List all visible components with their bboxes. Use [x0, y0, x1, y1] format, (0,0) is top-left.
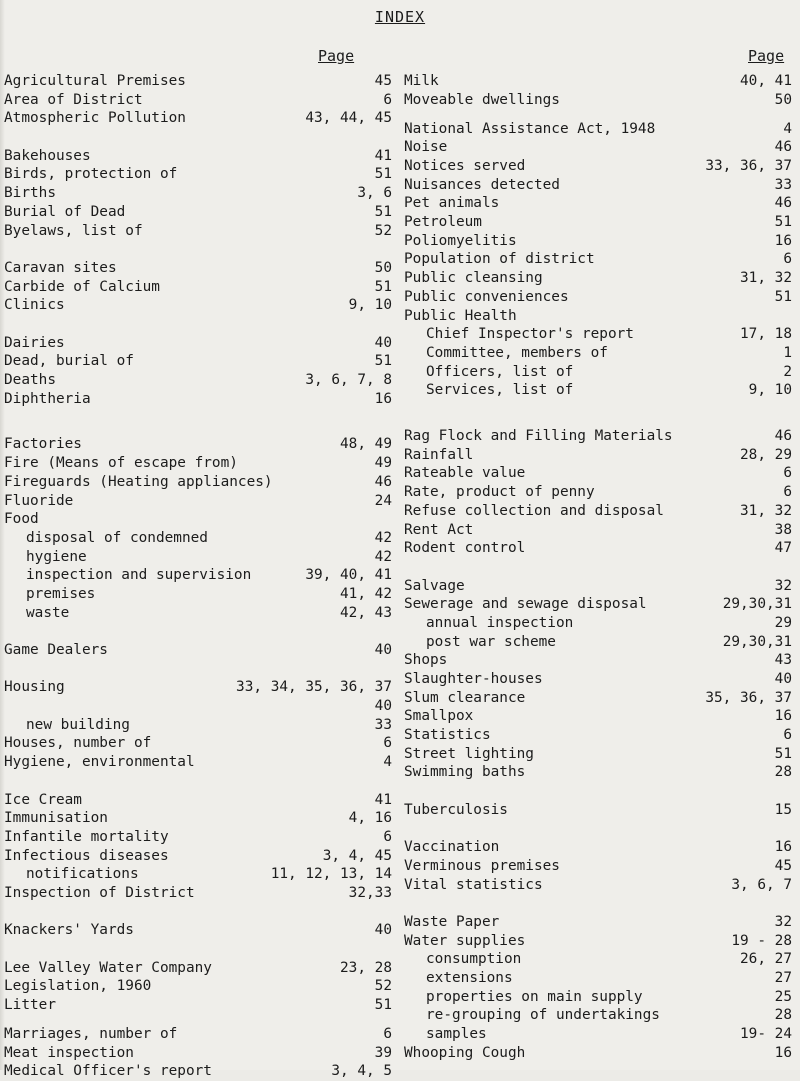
index-entry: [4, 203, 392, 222]
entry-term: Fireguards (Heating appliances): [4, 473, 273, 490]
index-subentry: [4, 604, 392, 623]
entry-term: Game Dealers: [4, 642, 108, 659]
entry-term: National Assistance Act, 1948: [404, 120, 656, 137]
entry-pages: 6: [783, 727, 792, 744]
entry-term: Dead, burial of: [4, 353, 134, 370]
entry-pages: 46: [774, 139, 792, 156]
entry-term: Factories: [4, 436, 82, 453]
index-entry: [4, 473, 392, 492]
entry-pages: 32,33: [348, 884, 392, 901]
entry-term: Street lighting: [404, 745, 534, 762]
entry-pages: 3, 6: [357, 185, 392, 202]
entry-pages: 3, 4, 5: [331, 1063, 392, 1080]
entry-pages: 46: [374, 473, 392, 490]
entry-term: Housing: [4, 679, 65, 696]
entry-term: Byelaws, list of: [4, 222, 143, 239]
entry-pages: 51: [774, 288, 792, 305]
entry-pages: 32: [774, 913, 792, 930]
entry-term: Moveable dwellings: [404, 91, 560, 108]
index-title: INDEX: [374, 8, 426, 26]
entry-pages: 4: [383, 754, 392, 771]
entry-pages: 6: [783, 484, 792, 501]
index-entry: [404, 194, 792, 213]
entry-pages: 48, 49: [340, 436, 392, 453]
index-entry: [4, 847, 392, 866]
index-entry: [4, 510, 392, 529]
entry-term: Lee Valley Water Company: [4, 959, 212, 976]
index-entry: [4, 371, 392, 390]
index-entry: [4, 977, 392, 996]
entry-pages: 43, 44, 45: [305, 110, 392, 127]
entry-pages: 9, 10: [748, 382, 792, 399]
index-entry: [404, 427, 792, 446]
section-gap: [4, 772, 392, 791]
index-entry: [404, 269, 792, 288]
entry-pages: 16: [774, 232, 792, 249]
entry-pages: 16: [774, 1044, 792, 1061]
index-entry: [404, 801, 792, 820]
index-entry: [404, 932, 792, 951]
index-subentry: [4, 529, 392, 548]
entry-pages: 45: [374, 73, 392, 89]
entry-pages: 11, 12, 13, 14: [270, 866, 392, 883]
entry-term: Vital statistics: [404, 876, 543, 893]
entry-term: samples: [426, 1026, 487, 1043]
index-entry: [404, 446, 792, 465]
entry-term: post war scheme: [426, 633, 556, 650]
entry-term: extensions: [426, 970, 513, 987]
left-index-column: [4, 72, 392, 1081]
index-entry: [4, 278, 392, 297]
index-subentry: [404, 1006, 792, 1025]
index-entry: [4, 259, 392, 278]
entry-term: Knackers' Yards: [4, 922, 134, 939]
section-gap: [4, 660, 392, 679]
index-entry: [4, 296, 392, 315]
entry-term: Food: [4, 511, 39, 528]
index-entry: [4, 734, 392, 753]
entry-pages: 38: [774, 521, 792, 538]
entry-pages: 47: [774, 540, 792, 557]
entry-term: Infantile mortality: [4, 828, 169, 845]
entry-pages: 51: [374, 353, 392, 370]
index-entry: [404, 213, 792, 232]
entry-pages: 6: [383, 828, 392, 845]
index-entry: [404, 670, 792, 689]
index-entry: [4, 147, 392, 166]
index-entry: [404, 707, 792, 726]
index-entry: [404, 138, 792, 157]
right-page-header: Page: [748, 47, 785, 65]
entry-term: Waste Paper: [404, 913, 500, 930]
entry-pages: 9, 10: [348, 297, 392, 314]
entry-pages: 52: [374, 978, 392, 995]
entry-pages: 23, 28: [340, 959, 392, 976]
entry-term: hygiene: [26, 548, 87, 565]
index-entry: [404, 464, 792, 483]
index-entry: [4, 352, 392, 371]
entry-pages: 25: [774, 988, 792, 1005]
index-entry: [4, 753, 392, 772]
index-entry: [404, 232, 792, 251]
entry-pages: 51: [374, 278, 392, 295]
entry-term: Tuberculosis: [404, 801, 508, 818]
entry-term: Hygiene, environmental: [4, 754, 195, 771]
entry-term: Legislation, 1960: [4, 978, 152, 995]
entry-term: Immunisation: [4, 810, 108, 827]
entry-term: Swimming baths: [404, 764, 526, 781]
entry-term: Chief Inspector's report: [426, 326, 634, 343]
index-subentry: [404, 363, 792, 382]
index-entry: [4, 334, 392, 353]
entry-pages: 43: [774, 652, 792, 669]
entry-pages: 29,30,31: [722, 596, 792, 613]
entry-pages: 51: [774, 745, 792, 762]
index-entry: [4, 492, 392, 511]
entry-term: Petroleum: [404, 214, 482, 231]
index-entry: [404, 689, 792, 708]
entry-term: Vaccination: [404, 839, 500, 856]
entry-pages: 4, 16: [348, 810, 392, 827]
entry-term: Rate, product of penny: [404, 484, 595, 501]
index-entry: [404, 745, 792, 764]
entry-pages: 6: [783, 465, 792, 482]
entry-term: Smallpox: [404, 708, 474, 725]
entry-pages: 15: [774, 801, 792, 818]
entry-term: Infectious diseases: [4, 847, 169, 864]
entry-term: Pet animals: [404, 195, 500, 212]
index-subentry: [4, 548, 392, 567]
entry-term: Bakehouses: [4, 147, 91, 164]
entry-term: Public cleansing: [404, 270, 543, 287]
entry-pages: 16: [374, 390, 392, 407]
entry-term: Fluoride: [4, 492, 74, 509]
entry-term: Carbide of Calcium: [4, 278, 160, 295]
entry-pages: 39: [374, 1044, 392, 1061]
entry-term: Fire (Means of escape from): [4, 455, 238, 472]
entry-pages: 1: [783, 344, 792, 361]
entry-term: Agricultural Premises: [4, 73, 186, 89]
section-gap: [404, 894, 792, 913]
entry-pages: 42: [374, 548, 392, 565]
entry-pages: 29: [774, 614, 792, 631]
entry-pages: 52: [374, 222, 392, 239]
entry-term: re-grouping of undertakings: [426, 1007, 660, 1024]
index-entry: [404, 176, 792, 195]
entry-term: Diphtheria: [4, 390, 91, 407]
section-gap: [404, 400, 792, 427]
entry-pages: 40: [374, 642, 392, 659]
index-entry: [404, 838, 792, 857]
entry-pages: 6: [383, 1026, 392, 1043]
entry-term: Notices served: [404, 158, 526, 175]
entry-term: Slum clearance: [404, 689, 526, 706]
entry-pages: 31, 32: [740, 502, 792, 519]
entry-term: Birds, protection of: [4, 166, 178, 183]
entry-term: Rent Act: [404, 521, 474, 538]
entry-pages: 2: [783, 363, 792, 380]
entry-term: Atmospheric Pollution: [4, 110, 186, 127]
entry-term: waste: [26, 604, 70, 621]
entry-term: Sewerage and sewage disposal: [404, 596, 647, 613]
index-subentry: [404, 969, 792, 988]
entry-term: inspection and supervision: [26, 567, 252, 584]
entry-pages: 33: [374, 716, 392, 733]
entry-term: Public conveniences: [404, 288, 569, 305]
index-entry: [4, 72, 392, 91]
entry-pages: 51: [374, 203, 392, 220]
section-gap: [404, 782, 792, 801]
index-entry: [404, 91, 792, 110]
entry-term: Whooping Cough: [404, 1044, 526, 1061]
entry-term: Inspection of District: [4, 884, 195, 901]
index-subentry: [4, 566, 392, 585]
index-entry: [404, 726, 792, 745]
index-entry: [4, 678, 392, 697]
entry-pages: 19 - 28: [731, 932, 792, 949]
section-gap: [4, 128, 392, 147]
entry-pages: 19- 24: [740, 1026, 792, 1043]
entry-term: Committee, members of: [426, 344, 608, 361]
entry-term: Deaths: [4, 372, 56, 388]
entry-pages: 33, 36, 37: [705, 158, 792, 175]
index-entry: [4, 222, 392, 241]
index-subentry: [404, 988, 792, 1007]
entry-term: Burial of Dead: [4, 203, 126, 220]
entry-term: Population of district: [404, 251, 595, 268]
entry-term: disposal of condemned: [26, 529, 208, 546]
entry-term: Milk: [404, 73, 439, 89]
index-entry: [404, 763, 792, 782]
index-entry: [404, 651, 792, 670]
entry-pages: 50: [374, 259, 392, 276]
entry-pages: 17, 18: [740, 326, 792, 343]
index-entry: [4, 921, 392, 940]
entry-pages: 6: [383, 735, 392, 752]
entry-term: Marriages, number of: [4, 1026, 178, 1043]
entry-pages: 27: [774, 970, 792, 987]
entry-pages: 41, 42: [340, 585, 392, 602]
entry-term: notifications: [26, 866, 139, 883]
entry-term: Statistics: [404, 727, 491, 744]
section-gap: [404, 109, 792, 119]
entry-term: Shops: [404, 652, 448, 669]
entry-pages: 31, 32: [740, 270, 792, 287]
entry-pages: 3, 6, 7, 8: [305, 372, 392, 388]
entry-pages: 28: [774, 764, 792, 781]
entry-term: Rainfall: [404, 446, 474, 463]
entry-term: Noise: [404, 139, 448, 156]
section-gap: [4, 940, 392, 959]
entry-pages: 33: [774, 176, 792, 193]
index-entry: [404, 857, 792, 876]
entry-term: Medical Officer's report: [4, 1063, 212, 1080]
index-entry: [404, 913, 792, 932]
entry-pages: 6: [383, 91, 392, 108]
index-entry: [404, 876, 792, 895]
index-entry: [4, 109, 392, 128]
entry-pages: 16: [774, 708, 792, 725]
index-subentry: [404, 950, 792, 969]
index-entry: [404, 250, 792, 269]
entry-term: Dairies: [4, 334, 65, 351]
entry-term: Litter: [4, 997, 56, 1014]
entry-pages: 33, 34, 35, 36, 37: [236, 679, 392, 696]
entry-pages: 40: [374, 334, 392, 351]
entry-term: Slaughter-houses: [404, 671, 543, 688]
index-entry: [404, 72, 792, 91]
entry-pages: 4: [783, 120, 792, 137]
entry-pages: 51: [374, 166, 392, 183]
entry-pages: 46: [774, 195, 792, 212]
entry-pages: 24: [374, 492, 392, 509]
entry-term: premises: [26, 585, 96, 602]
entry-pages: 39, 40, 41: [305, 567, 392, 584]
entry-term: Salvage: [404, 577, 465, 594]
index-subentry: [404, 381, 792, 400]
index-entry: [404, 307, 792, 326]
section-gap: [4, 1015, 392, 1025]
index-entry: [404, 521, 792, 540]
section-gap: [4, 622, 392, 641]
entry-pages: 28, 29: [740, 446, 792, 463]
index-entry: [4, 91, 392, 110]
entry-term: Meat inspection: [4, 1044, 134, 1061]
entry-term: Officers, list of: [426, 363, 574, 380]
index-entry: [404, 539, 792, 558]
index-entry: [4, 165, 392, 184]
entry-pages: 32: [774, 577, 792, 594]
entry-term: Poliomyelitis: [404, 232, 517, 249]
index-entry: [4, 390, 392, 409]
index-entry: [4, 435, 392, 454]
index-entry: [404, 1044, 792, 1063]
index-subentry: [4, 865, 392, 884]
entry-term: Services, list of: [426, 382, 574, 399]
index-entry: [4, 1062, 392, 1081]
entry-pages: 28: [774, 1007, 792, 1024]
section-gap: [404, 820, 792, 839]
entry-term: Houses, number of: [4, 735, 152, 752]
entry-term: Births: [4, 185, 56, 202]
index-entry: [4, 1044, 392, 1063]
entry-pages: 35, 36, 37: [705, 689, 792, 706]
section-gap: [4, 240, 392, 259]
entry-term: Rateable value: [404, 465, 526, 482]
index-subentry: [404, 1025, 792, 1044]
entry-pages: 41: [374, 147, 392, 164]
entry-pages: 40: [774, 671, 792, 688]
entry-pages: 49: [374, 455, 392, 472]
entry-term: Water supplies: [404, 932, 526, 949]
index-subentry: [404, 325, 792, 344]
index-subentry: [404, 344, 792, 363]
entry-term: Verminous premises: [404, 857, 560, 874]
index-entry: [4, 697, 392, 716]
index-entry: [404, 595, 792, 614]
entry-pages: 29,30,31: [722, 633, 792, 650]
entry-pages: 50: [774, 91, 792, 108]
right-index-column: [404, 72, 792, 1062]
index-entry: [404, 120, 792, 139]
entry-pages: 45: [774, 857, 792, 874]
index-entry: [4, 809, 392, 828]
entry-pages: 51: [774, 214, 792, 231]
entry-term: annual inspection: [426, 614, 574, 631]
index-entry: [4, 454, 392, 473]
entry-pages: 40: [374, 922, 392, 939]
section-gap: [4, 408, 392, 435]
index-subentry: [4, 716, 392, 735]
index-entry: [404, 502, 792, 521]
entry-pages: 42: [374, 529, 392, 546]
entry-term: Nuisances detected: [404, 176, 560, 193]
entry-term: consumption: [426, 951, 522, 968]
section-gap: [404, 558, 792, 577]
entry-term: properties on main supply: [426, 988, 643, 1005]
entry-pages: 51: [374, 997, 392, 1014]
entry-term: Clinics: [4, 297, 65, 314]
entry-term: Rodent control: [404, 540, 526, 557]
index-subentry: [404, 614, 792, 633]
entry-pages: 40, 41: [740, 73, 792, 89]
section-gap: [4, 903, 392, 922]
index-entry: [404, 483, 792, 502]
entry-pages: 40: [374, 698, 392, 715]
entry-pages: 42, 43: [340, 604, 392, 621]
entry-term: Public Health: [404, 307, 517, 324]
index-subentry: [404, 633, 792, 652]
entry-term: new building: [26, 716, 130, 733]
index-entry: [4, 959, 392, 978]
entry-term: Caravan sites: [4, 259, 117, 276]
entry-pages: 3, 4, 45: [322, 847, 392, 864]
entry-term: Rag Flock and Filling Materials: [404, 428, 673, 445]
section-gap: [4, 315, 392, 334]
index-entry: [4, 996, 392, 1015]
index-entry: [4, 791, 392, 810]
entry-term: Refuse collection and disposal: [404, 502, 664, 519]
entry-pages: 6: [783, 251, 792, 268]
index-entry: [4, 828, 392, 847]
entry-pages: 16: [774, 839, 792, 856]
entry-pages: 46: [774, 428, 792, 445]
index-entry: [4, 1025, 392, 1044]
index-subentry: [4, 585, 392, 604]
index-entry: [4, 184, 392, 203]
entry-pages: 26, 27: [740, 951, 792, 968]
index-entry: [404, 577, 792, 596]
index-entry: [4, 884, 392, 903]
index-entry: [404, 157, 792, 176]
index-entry: [4, 641, 392, 660]
entry-pages: 41: [374, 791, 392, 808]
entry-term: Area of District: [4, 91, 143, 108]
entry-pages: 3, 6, 7: [731, 876, 792, 893]
left-page-header: Page: [318, 47, 355, 65]
index-entry: [404, 288, 792, 307]
entry-term: Ice Cream: [4, 791, 82, 808]
